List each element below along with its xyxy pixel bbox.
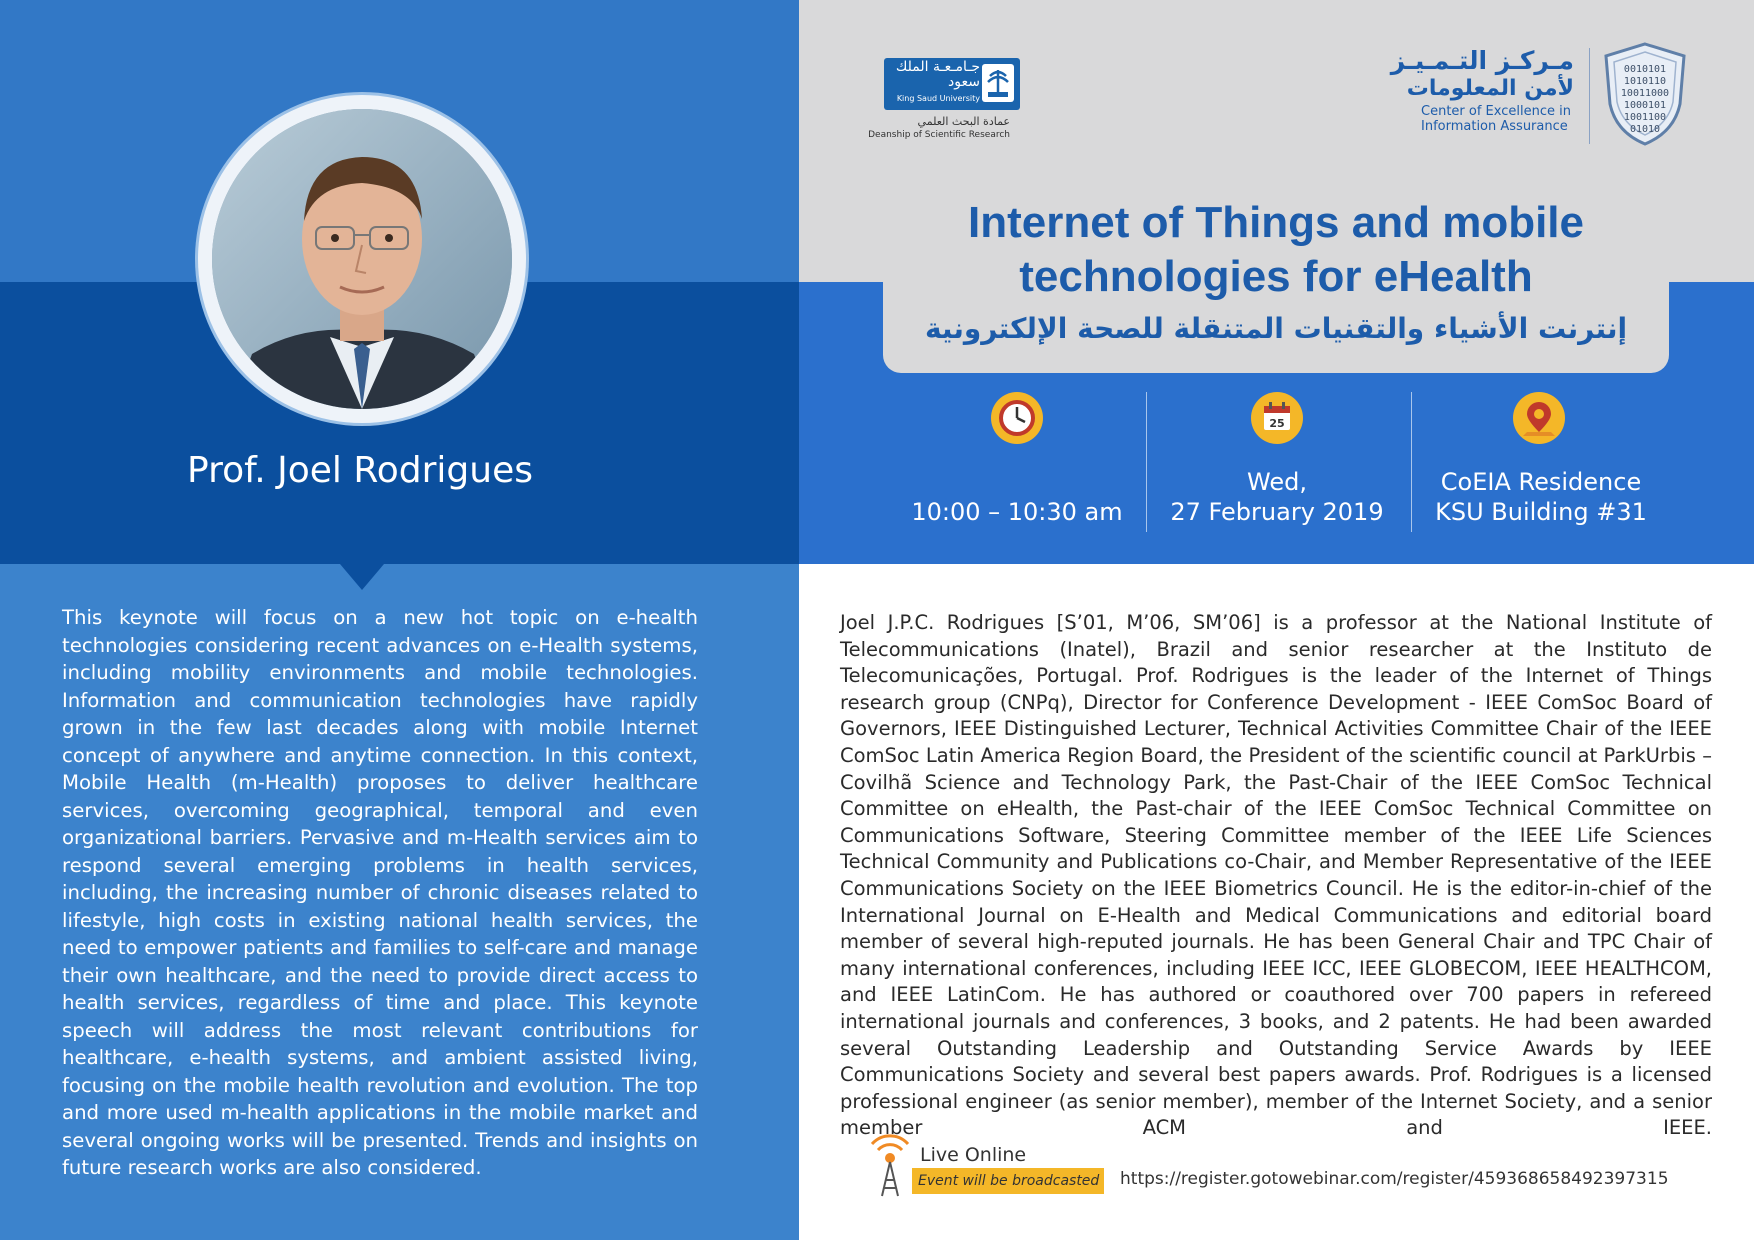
keynote-abstract: This keynote will focus on a new hot topic on e-health technologies considering recent advances on e-Health systems, including mobility environments and mobile technologies. Information and communication technologies have rapidly grown in the few last decades along with mobile Internet concept of anywhere and anytime connection. In this context, Mobile Health (m-Health) proposes to deliver healthcare services, overcoming geographical, temporal and even organizational barriers. Pervasive and m-Health services aim to respond several emerging problems in health services, including, the increasing number of chronic diseases related to lifestyle, high costs in existing national health services, the need to empower patients and families to self-care and manage their own healthcare, and the need to provide direct access to health services, regardless of time and place. This keynote speech will address the most relevant contributions for healthcare, e-health systems, and ambient assisted living, focusing on the mobile health revolution and evolution. The top and more used m-health applications in the mobile market and several ongoing works will be presented. Trends and insights on future research works are also considered. [62, 606, 698, 1179]
calendar-day: 25 [1269, 417, 1285, 430]
speaker-photo [212, 109, 512, 409]
ksu-logo [884, 58, 1020, 110]
deanship-arabic: عمادة البحث العلمي [917, 115, 1010, 128]
ksu-emblem-icon [982, 64, 1014, 102]
event-time: 10:00 – 10:30 am [911, 498, 1123, 526]
speaker-name: Prof. Joel Rodrigues [187, 450, 533, 491]
coeia-shield-graphic [1600, 40, 1690, 148]
shield-bits-row-2: 1010110 [1623, 76, 1667, 87]
talk-title-arabic: إنترنت الأشياء والتقنيات المتنقلة للصحة الإلكترونية [924, 312, 1628, 345]
clock-icon [991, 392, 1043, 444]
event-date-full: 27 February 2019 [1170, 498, 1384, 526]
coeia-logo-divider [1589, 48, 1590, 144]
event-location-line1: CoEIA Residence [1440, 468, 1642, 496]
coeia-english-line2: Information Assurance [1421, 119, 1568, 134]
shield-icon [1600, 40, 1690, 148]
shield-bits-row-1: 0010101 [1623, 64, 1667, 75]
info-divider-1 [1146, 392, 1147, 532]
ksu-english-name: King Saud University [896, 94, 980, 103]
shield-bits-row-6: 01010 [1629, 124, 1661, 135]
pointer-notch [340, 564, 384, 590]
antenna-graphic [862, 1128, 918, 1198]
shield-bits-row-4: 1000101 [1623, 100, 1667, 111]
clock-graphic [991, 392, 1043, 444]
calendar-icon [1251, 392, 1303, 444]
talk-title-line2: technologies for eHealth [1019, 252, 1533, 301]
ksu-palm-icon [982, 64, 1014, 102]
location-pin-icon [1513, 392, 1565, 444]
event-location [1416, 467, 1666, 527]
location-graphic [1513, 392, 1565, 444]
info-divider-2 [1411, 392, 1412, 532]
calendar-graphic [1251, 392, 1303, 444]
live-online-label: Live Online [920, 1144, 1027, 1166]
shield-bits-row-5: 1001100 [1623, 112, 1667, 123]
registration-link[interactable]: https://register.gotowebinar.com/register/459368658492397315 [1120, 1169, 1669, 1189]
coeia-arabic-line2: لأمن المعلومات [1406, 76, 1574, 101]
coeia-arabic-line1: مـركـز التـمـيـز [1390, 46, 1574, 75]
broadcast-antenna-icon [862, 1128, 918, 1198]
ksu-arabic-name: جـامـعـة الملك سعود [895, 59, 980, 90]
deanship-english: Deanship of Scientific Research [868, 130, 1010, 140]
event-location-line2: KSU Building #31 [1435, 498, 1647, 526]
event-date-weekday: Wed, [1247, 468, 1307, 496]
coeia-english-line1: Center of Excellence in [1421, 104, 1571, 119]
speaker-bio: Joel J.P.C. Rodrigues [S’01, M’06, SM’06] is a professor at the National Institute of Telecommunications (Inatel), Brazil and senior researcher at the Instituto de Telecomunicações, Portugal. Prof. Rodrigues is the leader of the Internet of Things research group (CNPq), Director for Conference Development - IEEE ComSoc Board of Governors, IEEE Distinguished Lecturer, Technical Activities Committee Chair of the IEEE ComSoc Latin America Region Board, the President of the scientific council at ParkUrbis – Covilhã Science and Technology Park, the Past-Chair of the IEEE ComSoc Technical Committee on eHealth, the Past-chair of the IEEE ComSoc Technical Committee on Communications Software, Steering Committee member of the IEEE Life Sciences Technical Community and Publications co-Chair, and Member Representative of the IEEE Communications Society on the IEEE Biometrics Council. He is the editor-in-chief of the International Journal on E-Health and Medical Communications and editorial board member of several high-reputed journals. He has been General Chair and TPC Chair of many international conferences, including IEEE ICC, IEEE GLOBECOM, IEEE HEALTHCOM, and IEEE LatinCom. He has authored or coauthored over 700 papers in refereed international journals and conferences, 3 books, and 2 patents. He had been awarded several Outstanding Leadership and Outstanding Service Awards by IEEE Communications Society and several best papers awards. Prof. Rodrigues is a licensed professional engineer (as senior member), member of the Internet Society, and a senior member ACM and IEEE. [840, 611, 1712, 1140]
talk-title-english [883, 196, 1669, 304]
speaker-portrait-illustration [212, 109, 512, 409]
talk-title-line1: Internet of Things and mobile [968, 198, 1584, 247]
broadcast-notice: Event will be broadcasted [912, 1168, 1104, 1194]
event-date [1152, 467, 1402, 527]
shield-bits-row-3: 10011000 [1620, 88, 1670, 99]
